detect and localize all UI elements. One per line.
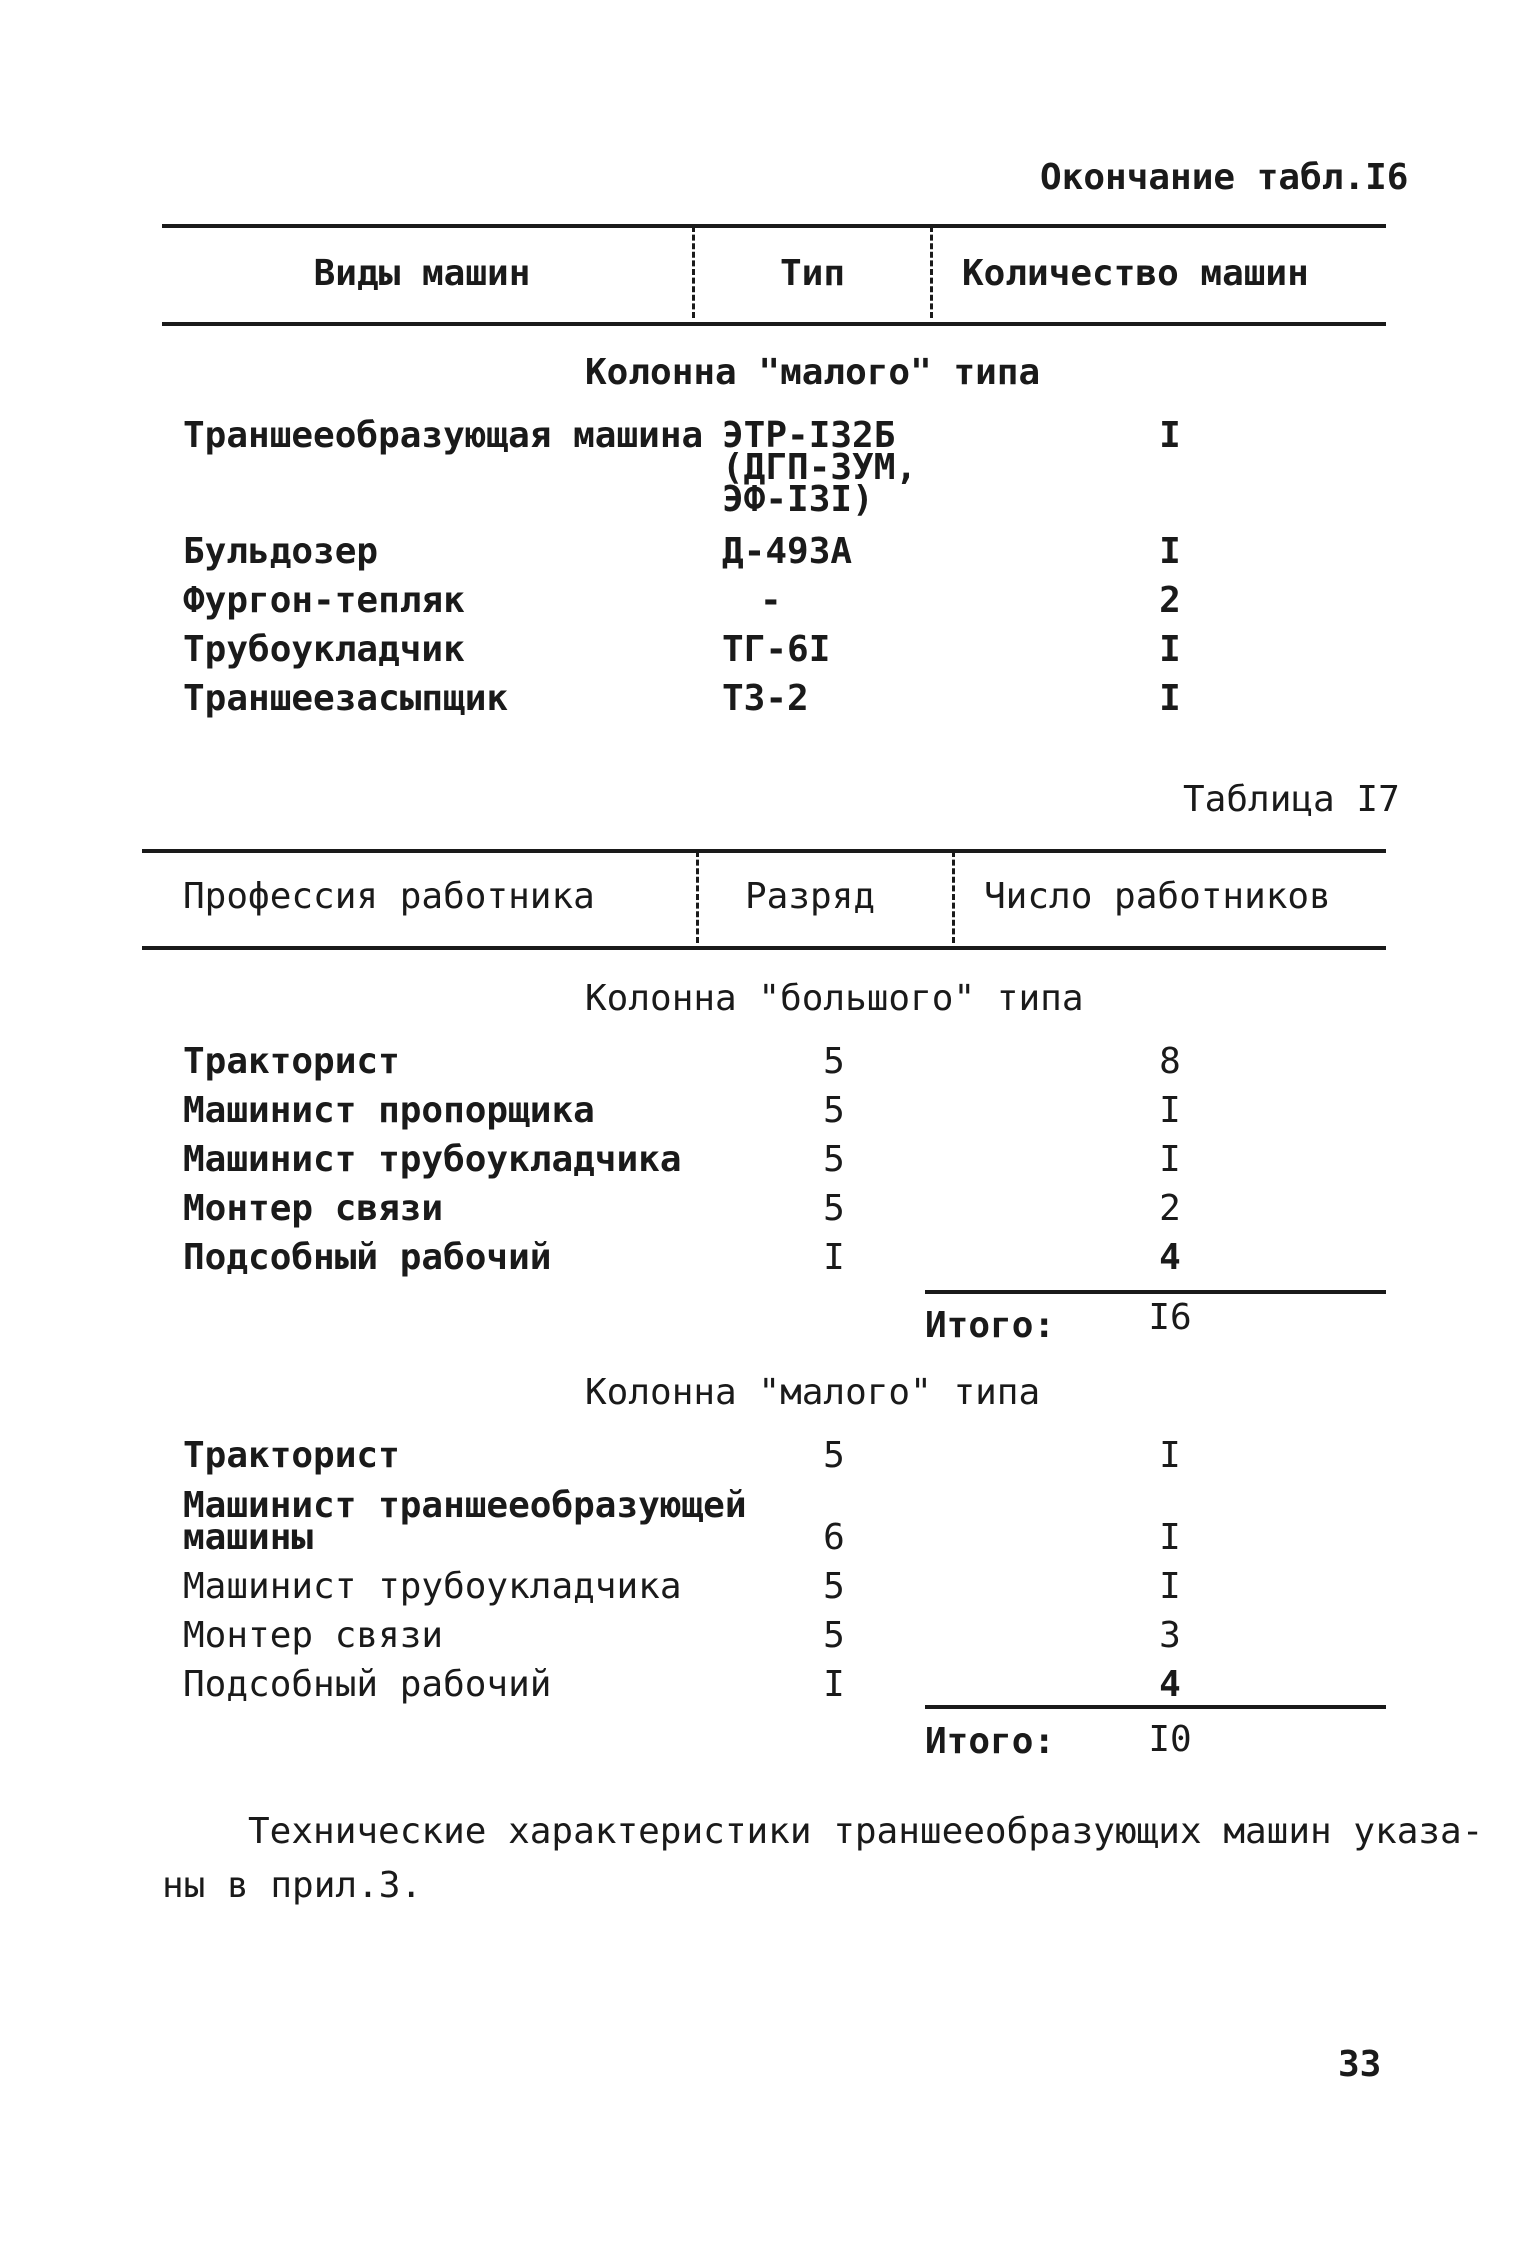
table17-total-label: Итого: (925, 1305, 1056, 1346)
table16-row-count: I (1159, 415, 1181, 456)
table16-caption: Окончание табл.I6 (1040, 157, 1409, 198)
table17-row-count: 8 (1159, 1041, 1181, 1082)
table17-row-grade: 5 (823, 1090, 845, 1131)
table17-row-count: 3 (1159, 1615, 1181, 1656)
table17-row-count: I (1159, 1517, 1181, 1558)
table17-header-profession: Профессия работника (183, 876, 595, 917)
table17-total-label: Итого: (925, 1721, 1056, 1762)
table16-row-name: Траншееобразующая машина (183, 415, 704, 456)
table17-row-count: 2 (1159, 1188, 1181, 1229)
table16-col-divider-1 (692, 226, 695, 318)
table17-col-divider-2 (952, 851, 955, 943)
table17-total-rule (925, 1705, 1386, 1709)
table16-top-rule (162, 224, 1386, 228)
table17-row-grade: I (823, 1237, 845, 1278)
table17-row-name: Тракторист (183, 1435, 400, 1476)
table17-row-grade: 5 (823, 1435, 845, 1476)
table17-row-name: Монтер связи (183, 1188, 444, 1229)
table17-header-count: Число работников (984, 876, 1331, 917)
table17-row-count: I (1159, 1435, 1181, 1476)
table16-row-type: ЭТР-I32Б (722, 415, 896, 456)
table17-row-count: I (1159, 1139, 1181, 1180)
table17-total-rule (925, 1290, 1386, 1294)
table17-section-title: Колонна "малого" типа (585, 1372, 1041, 1413)
table17-caption: Таблица I7 (1183, 779, 1400, 820)
table16-row-type: - (760, 580, 782, 621)
table17-col-divider-1 (696, 851, 699, 943)
table16-row-count: 2 (1159, 580, 1181, 621)
table17-row-name: Машинист трубоукладчика (183, 1139, 682, 1180)
table17-top-rule (142, 849, 1386, 853)
table17-row-count: I (1159, 1090, 1181, 1131)
table17-row-count: 4 (1159, 1664, 1181, 1705)
table17-row-count: 4 (1159, 1237, 1181, 1278)
page-number: 33 (1338, 2044, 1382, 2085)
table16-row-type: ТЗ-2 (722, 678, 809, 719)
table17-row-name: Машинист трубоукладчика (183, 1566, 682, 1607)
table17-row-grade: I (823, 1664, 845, 1705)
table17-row-grade: 5 (823, 1188, 845, 1229)
table17-row-grade: 5 (823, 1139, 845, 1180)
table16-header-kinds: Виды машин (313, 253, 531, 294)
table17-row-name: Машинист траншееобразующей (183, 1485, 747, 1526)
table17-row-grade: 6 (823, 1517, 845, 1558)
table17-row-name: Подсобный рабочий (183, 1664, 552, 1705)
table17-row-name: машины (183, 1517, 314, 1558)
table17-total-value: I0 (1148, 1719, 1192, 1760)
table16-row-type: ТГ-6I (722, 629, 831, 670)
table16-section-title: Колонна "малого" типа (585, 352, 1041, 393)
footnote-line-1: Технические характеристики траншееобразующих машин указа- (248, 1811, 1484, 1852)
table17-row-count: I (1159, 1566, 1181, 1607)
footnote-line-2: ны в прил.3. (162, 1865, 423, 1906)
table16-row-type: Д-493А (722, 531, 853, 572)
table16-header-count: Количество машин (962, 253, 1309, 294)
table17-section-title: Колонна "большого" типа (585, 978, 1084, 1019)
table16-row-count: I (1159, 629, 1181, 670)
table17-total-value: I6 (1148, 1297, 1192, 1338)
table17-row-grade: 5 (823, 1566, 845, 1607)
table16-row-type: ЭФ-I3I) (722, 479, 874, 520)
table17-row-name: Машинист пропорщика (183, 1090, 595, 1131)
table17-row-name: Тракторист (183, 1041, 400, 1082)
table16-row-count: I (1159, 531, 1181, 572)
table17-header-grade: Разряд (745, 876, 876, 917)
table16-col-divider-2 (930, 226, 933, 318)
table17-row-name: Подсобный рабочий (183, 1237, 552, 1278)
table16-header-type: Тип (779, 253, 846, 294)
table16-row-type: (ДГП-3УМ, (722, 447, 918, 488)
table17-row-grade: 5 (823, 1615, 845, 1656)
table16-row-name: Трубоукладчик (183, 629, 465, 670)
table17-row-grade: 5 (823, 1041, 845, 1082)
table16-row-name: Бульдозер (183, 531, 379, 572)
table16-row-count: I (1159, 678, 1181, 719)
table17-header-rule (142, 946, 1386, 950)
table16-header-rule (162, 322, 1386, 326)
table16-row-name: Траншеезасыпщик (183, 678, 509, 719)
table16-row-name: Фургон-тепляк (183, 580, 465, 621)
table17-row-name: Монтер связи (183, 1615, 444, 1656)
